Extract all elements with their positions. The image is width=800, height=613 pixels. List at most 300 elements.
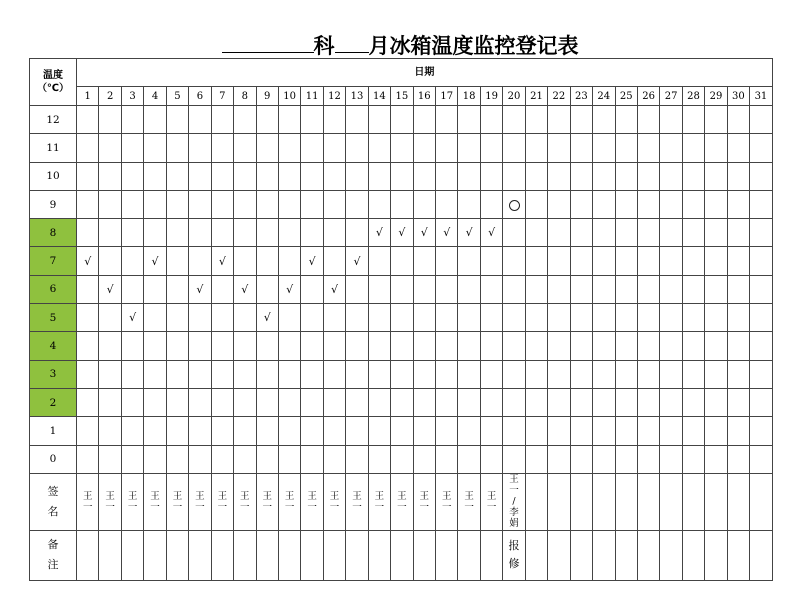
reading-cell[interactable] bbox=[458, 445, 480, 473]
reading-cell[interactable] bbox=[570, 275, 592, 303]
reading-cell[interactable] bbox=[727, 275, 749, 303]
reading-cell[interactable] bbox=[682, 388, 704, 416]
reading-cell[interactable] bbox=[256, 304, 278, 332]
remark-cell[interactable] bbox=[278, 530, 300, 580]
signature-cell[interactable] bbox=[256, 473, 278, 530]
reading-cell[interactable] bbox=[750, 162, 773, 190]
signature-cell[interactable] bbox=[682, 473, 704, 530]
remark-cell[interactable] bbox=[368, 530, 390, 580]
reading-cell[interactable] bbox=[346, 106, 368, 134]
reading-cell[interactable] bbox=[436, 332, 458, 360]
reading-cell[interactable] bbox=[525, 106, 547, 134]
reading-cell[interactable] bbox=[525, 304, 547, 332]
reading-cell[interactable] bbox=[503, 304, 525, 332]
reading-cell[interactable] bbox=[660, 134, 682, 162]
reading-cell[interactable] bbox=[77, 275, 99, 303]
remark-cell[interactable] bbox=[211, 530, 233, 580]
reading-cell[interactable] bbox=[705, 190, 727, 218]
reading-cell[interactable] bbox=[391, 304, 413, 332]
reading-cell[interactable] bbox=[480, 275, 502, 303]
signature-cell[interactable] bbox=[458, 473, 480, 530]
reading-cell[interactable] bbox=[682, 219, 704, 247]
reading-cell[interactable] bbox=[189, 247, 211, 275]
reading-cell[interactable] bbox=[525, 162, 547, 190]
reading-cell[interactable] bbox=[593, 275, 615, 303]
reading-cell[interactable] bbox=[660, 388, 682, 416]
reading-cell[interactable] bbox=[144, 190, 166, 218]
reading-cell[interactable] bbox=[615, 360, 637, 388]
reading-cell[interactable] bbox=[301, 332, 323, 360]
reading-cell[interactable] bbox=[77, 332, 99, 360]
month-blank[interactable] bbox=[335, 32, 369, 53]
reading-cell[interactable] bbox=[705, 162, 727, 190]
reading-cell[interactable] bbox=[413, 106, 435, 134]
reading-cell[interactable] bbox=[211, 190, 233, 218]
remark-cell[interactable] bbox=[503, 530, 525, 580]
remark-cell[interactable] bbox=[121, 530, 143, 580]
signature-cell[interactable] bbox=[548, 473, 570, 530]
reading-cell[interactable] bbox=[750, 190, 773, 218]
reading-cell[interactable] bbox=[548, 360, 570, 388]
reading-cell[interactable] bbox=[211, 275, 233, 303]
reading-cell[interactable] bbox=[503, 388, 525, 416]
signature-cell[interactable] bbox=[166, 473, 188, 530]
reading-cell[interactable] bbox=[99, 134, 121, 162]
reading-cell[interactable] bbox=[727, 360, 749, 388]
reading-cell[interactable] bbox=[750, 134, 773, 162]
reading-cell[interactable] bbox=[368, 162, 390, 190]
reading-cell[interactable] bbox=[727, 388, 749, 416]
reading-cell[interactable] bbox=[660, 417, 682, 445]
reading-cell[interactable] bbox=[301, 190, 323, 218]
reading-cell[interactable] bbox=[301, 445, 323, 473]
reading-cell[interactable] bbox=[525, 134, 547, 162]
reading-cell[interactable] bbox=[548, 445, 570, 473]
signature-cell[interactable] bbox=[278, 473, 300, 530]
reading-cell[interactable] bbox=[615, 190, 637, 218]
reading-cell[interactable] bbox=[189, 304, 211, 332]
reading-cell[interactable] bbox=[593, 134, 615, 162]
reading-cell[interactable] bbox=[503, 247, 525, 275]
reading-cell[interactable] bbox=[637, 247, 659, 275]
reading-cell[interactable] bbox=[301, 417, 323, 445]
reading-cell[interactable] bbox=[77, 388, 99, 416]
reading-cell[interactable] bbox=[548, 162, 570, 190]
reading-cell[interactable] bbox=[121, 360, 143, 388]
reading-cell[interactable] bbox=[593, 445, 615, 473]
reading-cell[interactable] bbox=[436, 247, 458, 275]
signature-cell[interactable] bbox=[189, 473, 211, 530]
reading-cell[interactable] bbox=[548, 388, 570, 416]
reading-cell[interactable] bbox=[189, 106, 211, 134]
signature-cell[interactable] bbox=[727, 473, 749, 530]
reading-cell[interactable] bbox=[368, 417, 390, 445]
reading-cell[interactable] bbox=[121, 134, 143, 162]
reading-cell[interactable] bbox=[234, 388, 256, 416]
reading-cell[interactable] bbox=[458, 417, 480, 445]
reading-cell[interactable] bbox=[503, 162, 525, 190]
reading-cell[interactable] bbox=[278, 134, 300, 162]
reading-cell[interactable] bbox=[593, 304, 615, 332]
reading-cell[interactable] bbox=[301, 275, 323, 303]
reading-cell[interactable] bbox=[234, 247, 256, 275]
reading-cell[interactable] bbox=[637, 304, 659, 332]
signature-cell[interactable] bbox=[301, 473, 323, 530]
reading-cell[interactable] bbox=[570, 304, 592, 332]
reading-cell[interactable] bbox=[77, 162, 99, 190]
signature-cell[interactable] bbox=[391, 473, 413, 530]
reading-cell[interactable] bbox=[77, 219, 99, 247]
reading-cell[interactable] bbox=[503, 445, 525, 473]
remark-cell[interactable] bbox=[750, 530, 773, 580]
signature-cell[interactable] bbox=[503, 473, 525, 530]
reading-cell[interactable] bbox=[660, 106, 682, 134]
reading-cell[interactable] bbox=[727, 304, 749, 332]
reading-cell[interactable] bbox=[278, 388, 300, 416]
reading-cell[interactable] bbox=[346, 190, 368, 218]
remark-cell[interactable] bbox=[727, 530, 749, 580]
reading-cell[interactable] bbox=[480, 360, 502, 388]
remark-cell[interactable] bbox=[615, 530, 637, 580]
reading-cell[interactable] bbox=[166, 332, 188, 360]
signature-cell[interactable] bbox=[615, 473, 637, 530]
signature-cell[interactable] bbox=[413, 473, 435, 530]
remark-cell[interactable] bbox=[189, 530, 211, 580]
reading-cell[interactable] bbox=[705, 219, 727, 247]
reading-cell[interactable] bbox=[705, 134, 727, 162]
reading-cell[interactable] bbox=[548, 417, 570, 445]
reading-cell[interactable] bbox=[615, 275, 637, 303]
reading-cell[interactable] bbox=[211, 134, 233, 162]
reading-cell[interactable] bbox=[525, 332, 547, 360]
reading-cell[interactable] bbox=[458, 388, 480, 416]
reading-cell[interactable] bbox=[189, 332, 211, 360]
reading-cell[interactable] bbox=[436, 190, 458, 218]
remark-cell[interactable] bbox=[166, 530, 188, 580]
reading-cell[interactable] bbox=[391, 275, 413, 303]
reading-cell[interactable] bbox=[436, 360, 458, 388]
reading-cell[interactable] bbox=[301, 360, 323, 388]
reading-cell[interactable] bbox=[727, 106, 749, 134]
reading-cell[interactable] bbox=[705, 247, 727, 275]
reading-cell[interactable] bbox=[750, 304, 773, 332]
reading-cell[interactable] bbox=[570, 417, 592, 445]
reading-cell[interactable] bbox=[211, 106, 233, 134]
reading-cell[interactable] bbox=[458, 134, 480, 162]
reading-cell[interactable] bbox=[189, 388, 211, 416]
reading-cell[interactable] bbox=[413, 332, 435, 360]
reading-cell[interactable] bbox=[121, 417, 143, 445]
reading-cell[interactable] bbox=[234, 190, 256, 218]
remark-cell[interactable] bbox=[301, 530, 323, 580]
reading-cell[interactable] bbox=[189, 360, 211, 388]
reading-cell[interactable] bbox=[525, 275, 547, 303]
reading-cell[interactable] bbox=[144, 219, 166, 247]
reading-cell[interactable] bbox=[391, 219, 413, 247]
reading-cell[interactable] bbox=[278, 304, 300, 332]
reading-cell[interactable] bbox=[480, 332, 502, 360]
reading-cell[interactable] bbox=[278, 417, 300, 445]
reading-cell[interactable] bbox=[189, 134, 211, 162]
reading-cell[interactable] bbox=[391, 360, 413, 388]
reading-cell[interactable] bbox=[189, 219, 211, 247]
reading-cell[interactable] bbox=[166, 134, 188, 162]
reading-cell[interactable] bbox=[166, 304, 188, 332]
reading-cell[interactable] bbox=[705, 445, 727, 473]
reading-cell[interactable] bbox=[525, 219, 547, 247]
reading-cell[interactable] bbox=[548, 247, 570, 275]
reading-cell[interactable] bbox=[346, 332, 368, 360]
reading-cell[interactable] bbox=[166, 417, 188, 445]
reading-cell[interactable] bbox=[593, 388, 615, 416]
reading-cell[interactable] bbox=[548, 219, 570, 247]
reading-cell[interactable] bbox=[278, 219, 300, 247]
reading-cell[interactable] bbox=[301, 134, 323, 162]
reading-cell[interactable] bbox=[144, 247, 166, 275]
reading-cell[interactable] bbox=[99, 417, 121, 445]
reading-cell[interactable] bbox=[99, 332, 121, 360]
reading-cell[interactable] bbox=[99, 219, 121, 247]
reading-cell[interactable] bbox=[391, 445, 413, 473]
reading-cell[interactable] bbox=[166, 106, 188, 134]
reading-cell[interactable] bbox=[660, 445, 682, 473]
reading-cell[interactable] bbox=[278, 360, 300, 388]
reading-cell[interactable] bbox=[570, 134, 592, 162]
remark-cell[interactable] bbox=[548, 530, 570, 580]
reading-cell[interactable] bbox=[570, 388, 592, 416]
reading-cell[interactable] bbox=[413, 162, 435, 190]
reading-cell[interactable] bbox=[750, 360, 773, 388]
reading-cell[interactable] bbox=[121, 275, 143, 303]
reading-cell[interactable] bbox=[211, 304, 233, 332]
reading-cell[interactable] bbox=[234, 162, 256, 190]
reading-cell[interactable] bbox=[323, 445, 345, 473]
reading-cell[interactable] bbox=[593, 219, 615, 247]
reading-cell[interactable] bbox=[458, 275, 480, 303]
reading-cell[interactable] bbox=[570, 219, 592, 247]
reading-cell[interactable] bbox=[234, 304, 256, 332]
reading-cell[interactable] bbox=[77, 445, 99, 473]
reading-cell[interactable] bbox=[615, 219, 637, 247]
signature-cell[interactable] bbox=[637, 473, 659, 530]
reading-cell[interactable] bbox=[660, 247, 682, 275]
reading-cell[interactable] bbox=[682, 247, 704, 275]
reading-cell[interactable] bbox=[166, 162, 188, 190]
reading-cell[interactable] bbox=[436, 445, 458, 473]
reading-cell[interactable] bbox=[121, 332, 143, 360]
reading-cell[interactable] bbox=[256, 247, 278, 275]
reading-cell[interactable] bbox=[413, 134, 435, 162]
reading-cell[interactable] bbox=[144, 134, 166, 162]
reading-cell[interactable] bbox=[727, 134, 749, 162]
reading-cell[interactable] bbox=[323, 304, 345, 332]
reading-cell[interactable] bbox=[682, 190, 704, 218]
reading-cell[interactable] bbox=[682, 445, 704, 473]
reading-cell[interactable] bbox=[436, 304, 458, 332]
reading-cell[interactable] bbox=[750, 332, 773, 360]
reading-cell[interactable] bbox=[77, 190, 99, 218]
remark-cell[interactable] bbox=[256, 530, 278, 580]
reading-cell[interactable] bbox=[211, 360, 233, 388]
reading-cell[interactable] bbox=[548, 275, 570, 303]
reading-cell[interactable] bbox=[503, 275, 525, 303]
remark-cell[interactable] bbox=[391, 530, 413, 580]
reading-cell[interactable] bbox=[637, 134, 659, 162]
reading-cell[interactable] bbox=[615, 417, 637, 445]
reading-cell[interactable] bbox=[234, 275, 256, 303]
reading-cell[interactable] bbox=[727, 247, 749, 275]
reading-cell[interactable] bbox=[346, 134, 368, 162]
reading-cell[interactable] bbox=[503, 417, 525, 445]
reading-cell[interactable] bbox=[436, 275, 458, 303]
reading-cell[interactable] bbox=[144, 275, 166, 303]
reading-cell[interactable] bbox=[211, 219, 233, 247]
reading-cell[interactable] bbox=[234, 106, 256, 134]
reading-cell[interactable] bbox=[166, 388, 188, 416]
reading-cell[interactable] bbox=[480, 219, 502, 247]
reading-cell[interactable] bbox=[256, 134, 278, 162]
reading-cell[interactable] bbox=[278, 162, 300, 190]
reading-cell[interactable] bbox=[256, 106, 278, 134]
reading-cell[interactable] bbox=[278, 275, 300, 303]
reading-cell[interactable] bbox=[77, 247, 99, 275]
reading-cell[interactable] bbox=[413, 247, 435, 275]
signature-cell[interactable] bbox=[99, 473, 121, 530]
reading-cell[interactable] bbox=[234, 332, 256, 360]
reading-cell[interactable] bbox=[682, 304, 704, 332]
reading-cell[interactable] bbox=[278, 106, 300, 134]
reading-cell[interactable] bbox=[256, 190, 278, 218]
reading-cell[interactable] bbox=[750, 445, 773, 473]
reading-cell[interactable] bbox=[660, 304, 682, 332]
remark-cell[interactable] bbox=[660, 530, 682, 580]
reading-cell[interactable] bbox=[705, 106, 727, 134]
reading-cell[interactable] bbox=[727, 162, 749, 190]
reading-cell[interactable] bbox=[413, 388, 435, 416]
reading-cell[interactable] bbox=[570, 445, 592, 473]
signature-cell[interactable] bbox=[660, 473, 682, 530]
reading-cell[interactable] bbox=[593, 190, 615, 218]
reading-cell[interactable] bbox=[458, 360, 480, 388]
reading-cell[interactable] bbox=[368, 106, 390, 134]
reading-cell[interactable] bbox=[525, 388, 547, 416]
reading-cell[interactable] bbox=[391, 247, 413, 275]
reading-cell[interactable] bbox=[480, 134, 502, 162]
reading-cell[interactable] bbox=[234, 360, 256, 388]
reading-cell[interactable] bbox=[458, 106, 480, 134]
reading-cell[interactable] bbox=[593, 106, 615, 134]
reading-cell[interactable] bbox=[144, 417, 166, 445]
reading-cell[interactable] bbox=[256, 275, 278, 303]
reading-cell[interactable] bbox=[346, 304, 368, 332]
reading-cell[interactable] bbox=[570, 106, 592, 134]
reading-cell[interactable] bbox=[570, 247, 592, 275]
reading-cell[interactable] bbox=[368, 134, 390, 162]
reading-cell[interactable] bbox=[548, 332, 570, 360]
reading-cell[interactable] bbox=[525, 417, 547, 445]
reading-cell[interactable] bbox=[637, 445, 659, 473]
reading-cell[interactable] bbox=[727, 332, 749, 360]
reading-cell[interactable] bbox=[548, 106, 570, 134]
remark-cell[interactable] bbox=[77, 530, 99, 580]
reading-cell[interactable] bbox=[570, 190, 592, 218]
reading-cell[interactable] bbox=[548, 304, 570, 332]
reading-cell[interactable] bbox=[346, 247, 368, 275]
reading-cell[interactable] bbox=[637, 162, 659, 190]
reading-cell[interactable] bbox=[99, 190, 121, 218]
reading-cell[interactable] bbox=[413, 275, 435, 303]
reading-cell[interactable] bbox=[99, 360, 121, 388]
reading-cell[interactable] bbox=[346, 417, 368, 445]
remark-cell[interactable] bbox=[413, 530, 435, 580]
reading-cell[interactable] bbox=[121, 304, 143, 332]
reading-cell[interactable] bbox=[189, 162, 211, 190]
reading-cell[interactable] bbox=[211, 247, 233, 275]
reading-cell[interactable] bbox=[256, 388, 278, 416]
reading-cell[interactable] bbox=[256, 332, 278, 360]
reading-cell[interactable] bbox=[682, 360, 704, 388]
reading-cell[interactable] bbox=[391, 106, 413, 134]
reading-cell[interactable] bbox=[189, 190, 211, 218]
reading-cell[interactable] bbox=[77, 417, 99, 445]
reading-cell[interactable] bbox=[368, 388, 390, 416]
reading-cell[interactable] bbox=[525, 445, 547, 473]
signature-cell[interactable] bbox=[570, 473, 592, 530]
reading-cell[interactable] bbox=[503, 134, 525, 162]
reading-cell[interactable] bbox=[458, 332, 480, 360]
reading-cell[interactable] bbox=[458, 219, 480, 247]
signature-cell[interactable] bbox=[750, 473, 773, 530]
reading-cell[interactable] bbox=[346, 275, 368, 303]
reading-cell[interactable] bbox=[346, 162, 368, 190]
reading-cell[interactable] bbox=[637, 360, 659, 388]
reading-cell[interactable] bbox=[436, 106, 458, 134]
remark-cell[interactable] bbox=[525, 530, 547, 580]
reading-cell[interactable] bbox=[368, 332, 390, 360]
reading-cell[interactable] bbox=[121, 388, 143, 416]
reading-cell[interactable] bbox=[99, 445, 121, 473]
reading-cell[interactable] bbox=[391, 332, 413, 360]
reading-cell[interactable] bbox=[346, 360, 368, 388]
signature-cell[interactable] bbox=[346, 473, 368, 530]
reading-cell[interactable] bbox=[705, 304, 727, 332]
reading-cell[interactable] bbox=[323, 417, 345, 445]
reading-cell[interactable] bbox=[278, 445, 300, 473]
reading-cell[interactable] bbox=[323, 275, 345, 303]
reading-cell[interactable] bbox=[391, 388, 413, 416]
reading-cell[interactable] bbox=[211, 388, 233, 416]
reading-cell[interactable] bbox=[391, 190, 413, 218]
reading-cell[interactable] bbox=[705, 332, 727, 360]
reading-cell[interactable] bbox=[323, 332, 345, 360]
reading-cell[interactable] bbox=[593, 417, 615, 445]
reading-cell[interactable] bbox=[593, 332, 615, 360]
signature-cell[interactable] bbox=[77, 473, 99, 530]
reading-cell[interactable] bbox=[77, 106, 99, 134]
remark-cell[interactable] bbox=[323, 530, 345, 580]
reading-cell[interactable] bbox=[323, 219, 345, 247]
reading-cell[interactable] bbox=[368, 219, 390, 247]
reading-cell[interactable] bbox=[413, 445, 435, 473]
reading-cell[interactable] bbox=[77, 134, 99, 162]
reading-cell[interactable] bbox=[660, 275, 682, 303]
reading-cell[interactable] bbox=[189, 417, 211, 445]
signature-cell[interactable] bbox=[436, 473, 458, 530]
reading-cell[interactable] bbox=[234, 417, 256, 445]
reading-cell[interactable] bbox=[166, 247, 188, 275]
reading-cell[interactable] bbox=[727, 445, 749, 473]
reading-cell[interactable] bbox=[211, 162, 233, 190]
